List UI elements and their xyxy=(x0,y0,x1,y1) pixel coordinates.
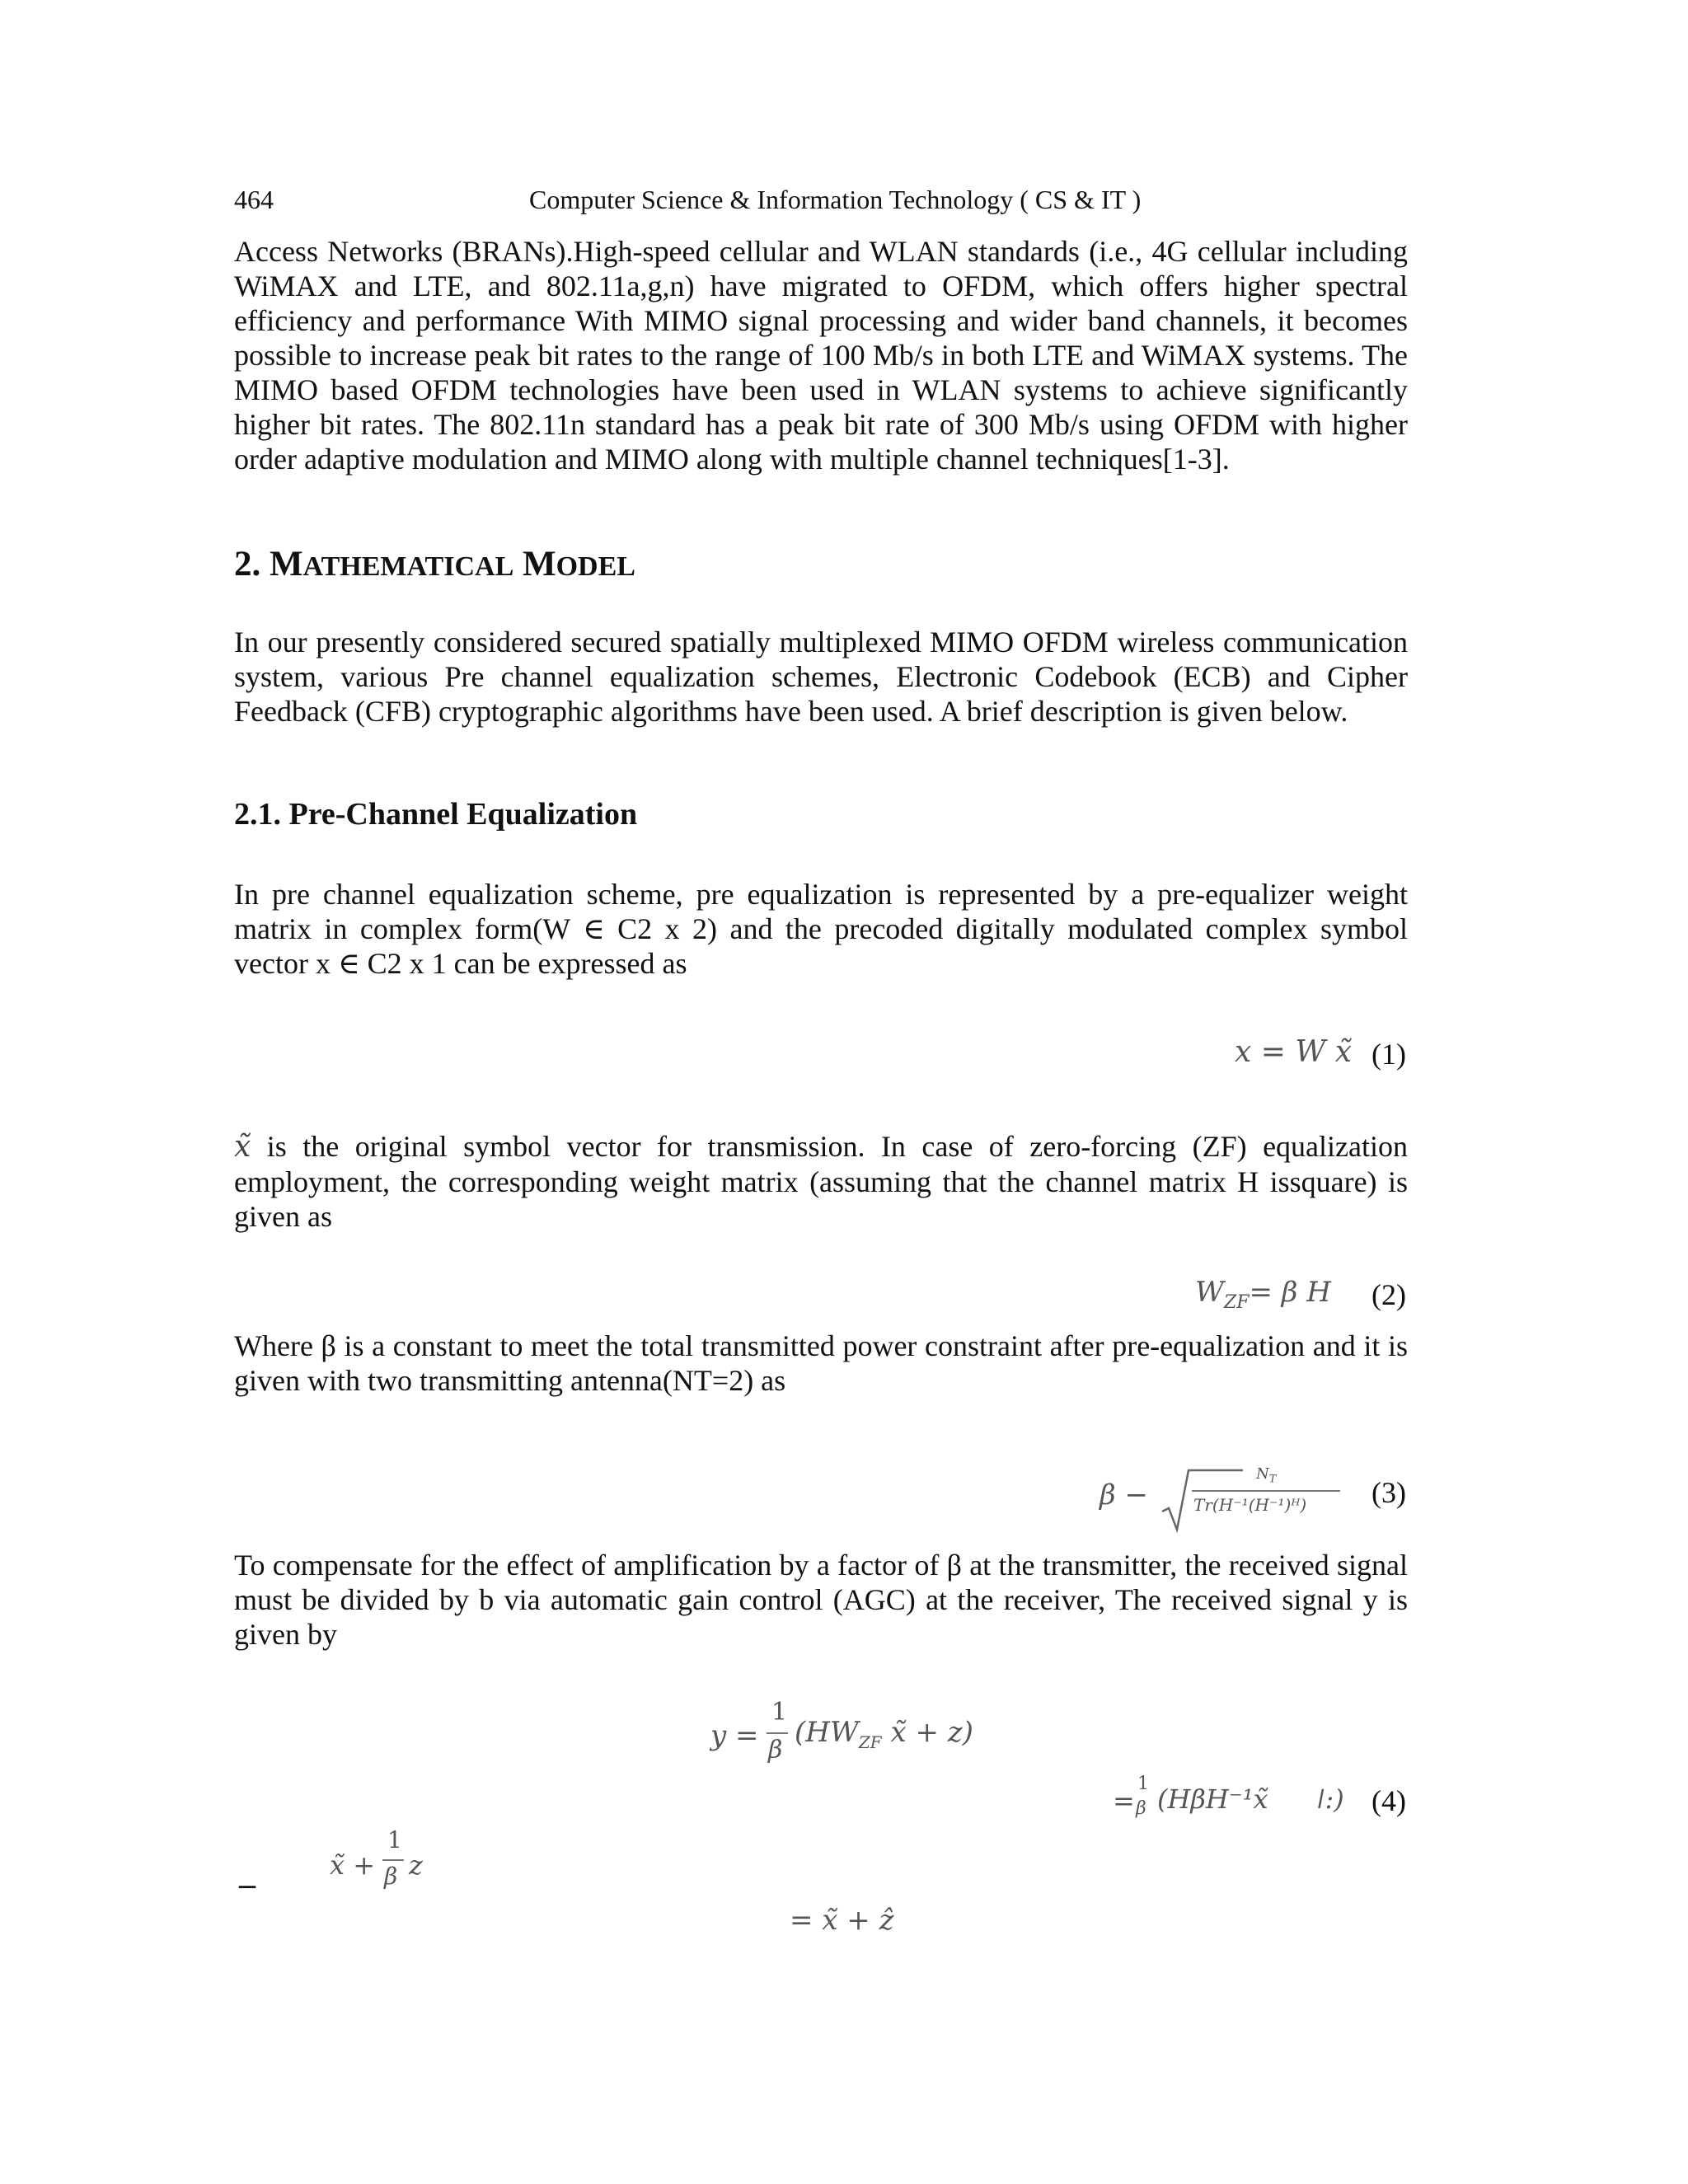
eq4a-fraction-bar xyxy=(767,1732,788,1734)
eq2-rest: = β H xyxy=(1249,1276,1331,1309)
eq4a-tail: x̃ + z) xyxy=(881,1716,973,1749)
eq4b-den: β xyxy=(1136,1798,1146,1819)
journal-title: Computer Science & Information Technology ( CS & IT ) xyxy=(529,185,1142,214)
equation-2-label: (2) xyxy=(1372,1278,1406,1311)
stray-dash: – xyxy=(239,1865,256,1902)
eq3-lhs: β − xyxy=(1100,1479,1148,1511)
equation-1: x = W x̃ xyxy=(1235,1035,1353,1069)
equation-4-label: (4) xyxy=(1372,1784,1406,1817)
eq4a-sub: ZF xyxy=(858,1732,882,1752)
eq4b-lhs: = xyxy=(1113,1785,1135,1816)
paragraph-pre-equalization: In pre channel equalization scheme, pre equalization is represented by a pre-equalizer weight matrix in complex form(W ∈ C2 x 2) and the precoded digitally modulated complex symbol vector x ∈ C2 x 1 can be expressed as xyxy=(234,878,1408,980)
eq4c-den: β xyxy=(384,1863,398,1890)
section-heading-mathematical-model xyxy=(234,544,635,584)
heading-cap-m1: M xyxy=(270,545,303,583)
x-tilde-symbol: x̃ xyxy=(234,1130,251,1164)
equation-1-label: (1) xyxy=(1372,1038,1406,1071)
eq4c-fraction-bar xyxy=(382,1859,404,1861)
equation-2 xyxy=(1195,1276,1331,1313)
eq4b-tail: ǀ:) xyxy=(1317,1783,1344,1815)
eq3-num: N xyxy=(1256,1465,1269,1483)
eq4a-den: β xyxy=(768,1736,783,1765)
eq4c-tail: z xyxy=(409,1849,423,1881)
eq3-num-sub: T xyxy=(1268,1473,1277,1486)
section2-paragraph: In our presently considered secured spatially multiplexed MIMO OFDM wireless communication system, various Pre channel equalization schemes, Electronic Codebook (ECB) and Cipher Feedback (CFB) cryptographic algorithms have been used. A brief description is given below. xyxy=(234,626,1408,728)
paragraph-zero-forcing-text: is the original symbol vector for transmission. In case of zero-forcing (ZF) equalization employment, the corresponding weight matrix (assuming that the channel matrix H issquare) is given as xyxy=(234,1130,1408,1233)
eq4b-num: 1 xyxy=(1137,1774,1149,1794)
intro-paragraph: Access Networks (BRANs).High-speed cellular and WLAN standards (i.e., 4G cellular including WiMAX and LTE, and 802.11a,g,n) have migrated to OFDM, which offers higher spectral efficiency and performance With MIMO signal processing and wider band channels, it becomes possible to increase peak bit rates to the range of 100 Mb/s in both LTE and WiMAX systems. The MIMO based OFDM technologies have been used in WLAN systems to achieve significantly higher bit rates. The 802.11n standard has a peak bit rate of 300 Mb/s using OFDM with higher order adaptive modulation and MIMO along with multiple channel techniques[1-3]. xyxy=(234,235,1408,476)
eq2-sub: ZF xyxy=(1223,1291,1250,1313)
heading-rest-1: ATHEMATICAL xyxy=(302,551,514,582)
eq4a-num: 1 xyxy=(771,1698,788,1727)
paragraph-agc: To compensate for the effect of amplification by a factor of β at the transmitter, the received signal must be divided by b via automatic gain control (AGC) at the receiver, The received signal y is given by xyxy=(234,1549,1408,1651)
eq3-numerator xyxy=(1256,1465,1276,1486)
equation-4b xyxy=(1113,1775,1360,1841)
eq4a-body xyxy=(795,1716,973,1752)
equation-4a xyxy=(710,1698,1007,1783)
eq3-denominator: Tr(H⁻¹(H⁻¹)ᴴ) xyxy=(1193,1495,1307,1515)
eq2-w: W xyxy=(1195,1276,1224,1309)
subsection-heading-pre-channel-equalization: 2.1. Pre-Channel Equalization xyxy=(234,797,638,832)
equation-4d: = x̃ + ẑ xyxy=(790,1904,894,1937)
eq4a-rest: (HW xyxy=(795,1716,859,1749)
eq4c-lhs: x̃ + xyxy=(330,1849,376,1881)
eq4b-rest: (HβH⁻¹x̃ xyxy=(1157,1783,1268,1815)
eq4c-num: 1 xyxy=(387,1826,402,1854)
eq4a-lhs: y = xyxy=(710,1719,759,1752)
paragraph-beta-constant: Where β is a constant to meet the total transmitted power constraint after pre-equalization and it is given with two transmitting antenna(NT=2) as xyxy=(234,1329,1408,1397)
paragraph-zero-forcing xyxy=(234,1129,1408,1234)
equation-3 xyxy=(1100,1465,1347,1531)
page-number: 464 xyxy=(234,185,274,214)
heading-rest-2: ODEL xyxy=(556,551,635,582)
heading-cap-m2: M xyxy=(523,545,556,583)
eq3-fraction-bar xyxy=(1192,1490,1340,1492)
equation-3-label: (3) xyxy=(1372,1476,1406,1509)
section-number: 2. xyxy=(234,545,261,583)
equation-4c xyxy=(330,1826,445,1909)
